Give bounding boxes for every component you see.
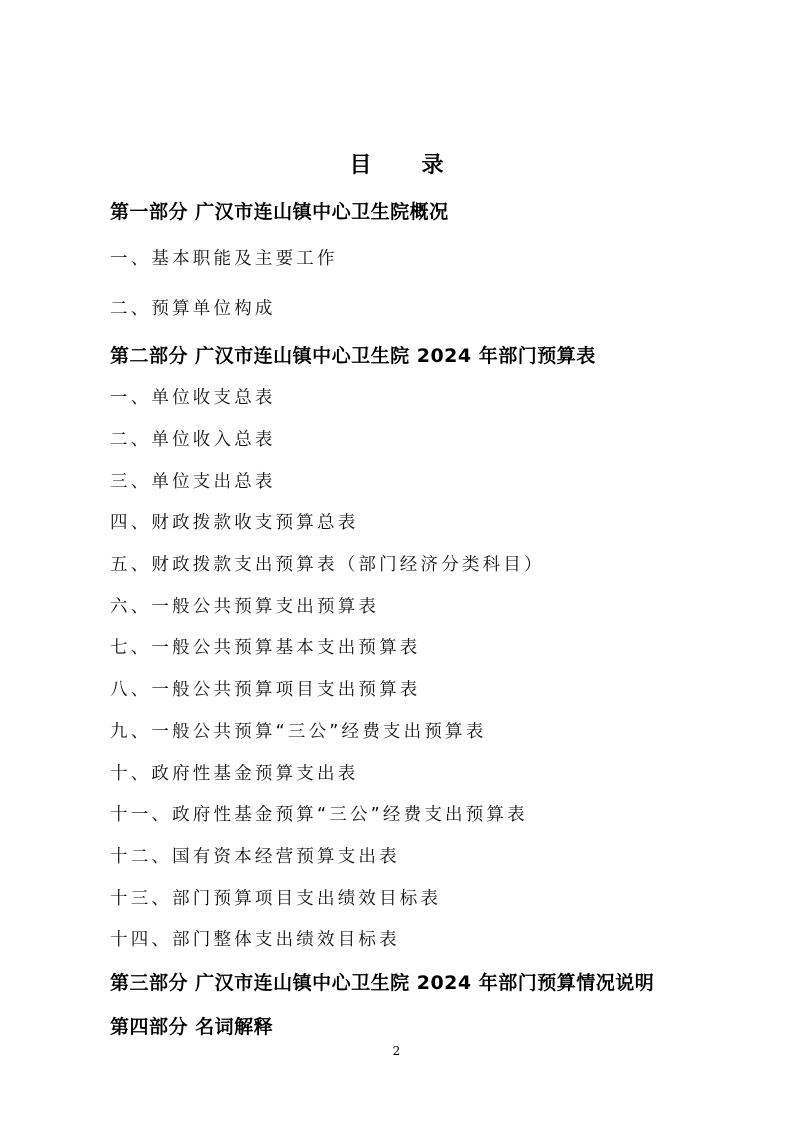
toc-item[interactable]: 九、一般公共预算“三公”经费支出预算表	[110, 721, 487, 742]
toc-item[interactable]: 一、单位收支总表	[110, 388, 276, 409]
toc-part-3[interactable]: 第三部分 广汉市连山镇中心卫生院 2024 年部门预算情况说明	[110, 972, 655, 995]
toc-item[interactable]: 六、一般公共预算支出预算表	[110, 596, 380, 617]
table-of-contents	[110, 188, 760, 1048]
toc-item[interactable]: 十、政府性基金预算支出表	[110, 763, 359, 784]
toc-item[interactable]: 三、单位支出总表	[110, 471, 276, 492]
toc-item[interactable]: 十三、部门预算项目支出绩效目标表	[110, 888, 442, 909]
toc-item[interactable]: 七、一般公共预算基本支出预算表	[110, 638, 421, 659]
toc-part-1[interactable]: 第一部分 广汉市连山镇中心卫生院概况	[110, 200, 449, 223]
toc-item[interactable]: 八、一般公共预算项目支出预算表	[110, 680, 421, 701]
toc-item[interactable]: 四、财政拨款收支预算总表	[110, 513, 359, 534]
toc-title: 目 录	[349, 153, 458, 178]
toc-part-2[interactable]: 第二部分 广汉市连山镇中心卫生院 2024 年部门预算表	[110, 344, 596, 367]
toc-item[interactable]: 五、财政拨款支出预算表（部门经济分类科目）	[110, 555, 545, 576]
toc-item[interactable]: 一、基本职能及主要工作	[110, 248, 338, 269]
toc-item[interactable]: 十一、政府性基金预算“三公”经费支出预算表	[110, 805, 528, 826]
toc-part-4[interactable]: 第四部分 名词解释	[110, 1016, 274, 1039]
toc-item[interactable]: 二、预算单位构成	[110, 298, 276, 319]
toc-item[interactable]: 十四、部门整体支出绩效目标表	[110, 930, 400, 951]
toc-item[interactable]: 十二、国有资本经营预算支出表	[110, 846, 400, 867]
toc-item[interactable]: 二、单位收入总表	[110, 430, 276, 451]
page-number: 2	[392, 1044, 401, 1058]
